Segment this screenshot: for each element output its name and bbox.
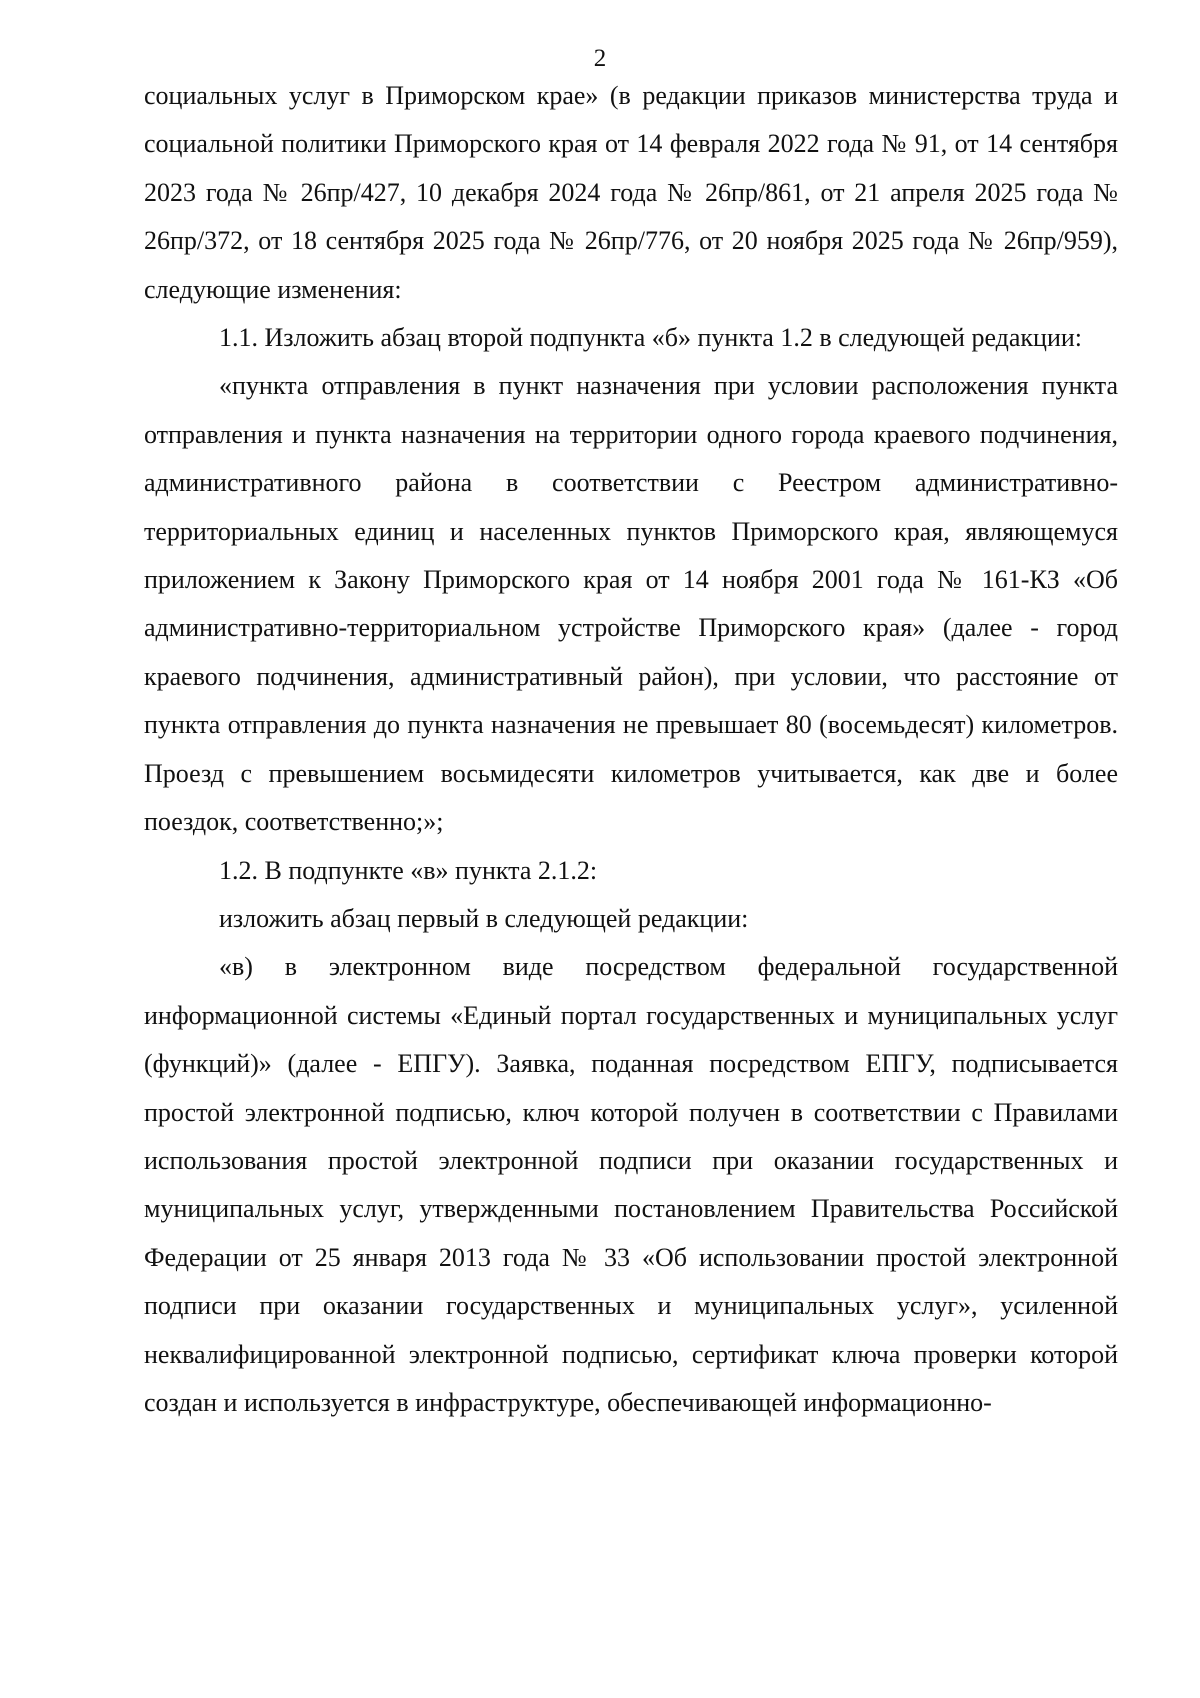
page-number: 2 <box>593 45 607 72</box>
paragraph-item-1-2: 1.2. В подпункте «в» пункта 2.1.2: <box>219 855 598 885</box>
paragraph-amended-order-intro: социальных услуг в Приморском крае» (в редакции приказов министерства труда и социальной политики Приморского края от 14 февраля 2022 года № 91, от 14 сентября 2023 года № 26пр/427, 10 декабря 2024 года № 26пр/861, от 21 апреля 2025 года № 26пр/372, от 18 сентября 2025 года № 26пр/776, от 20 ноября 2025 года № 26пр/959), следующие изменения: <box>144 81 1118 304</box>
paragraph-quoted-travel-rule: «пункта отправления в пункт назначения при условии расположения пункта отправления и пункта назначения на территории одного города краевого подчинения, административного района в соответствии с Реестром административно-территориальных единиц и населенных пунктов Приморского края, являющемуся приложением к Закону Приморского края от 14 ноября 2001 года № 161-КЗ «Об административно-территориальном устройстве Приморского края» (далее - город краевого подчинения, административный район), при условии, что расстояние от пункта отправления до пункта назначения не превышает 80 (восемьдесят) километров. Проезд с превышением восьмидесяти километров учитывается, как две и более поездок, соответственно;»; <box>144 371 1118 837</box>
paragraph-item-1-1: 1.1. Изложить абзац второй подпункта «б» пункта 1.2 в следующей редакции: <box>219 323 1083 353</box>
document-body <box>144 72 1118 1427</box>
paragraph-first-abzac-instruction: изложить абзац первый в следующей редакции: <box>219 903 749 933</box>
paragraph-quoted-electronic-form: «в) в электронном виде посредством федеральной государственной информационной системы «Единый портал государственных и муниципальных услуг (функций)» (далее - ЕПГУ). Заявка, поданная посредством ЕПГУ, подписывается простой электронной подписью, ключ которой получен в соответствии с Правилами использования простой электронной подписи при оказании государственных и муниципальных услуг, утвержденными постановлением Правительства Российской Федерации от 25 января 2013 года № 33 «Об использовании простой электронной подписи при оказании государственных и муниципальных услуг», усиленной неквалифицированной электронной подписью, сертификат ключа проверки которой создан и используется в инфраструктуре, обеспечивающей информационно- <box>144 952 1118 1417</box>
